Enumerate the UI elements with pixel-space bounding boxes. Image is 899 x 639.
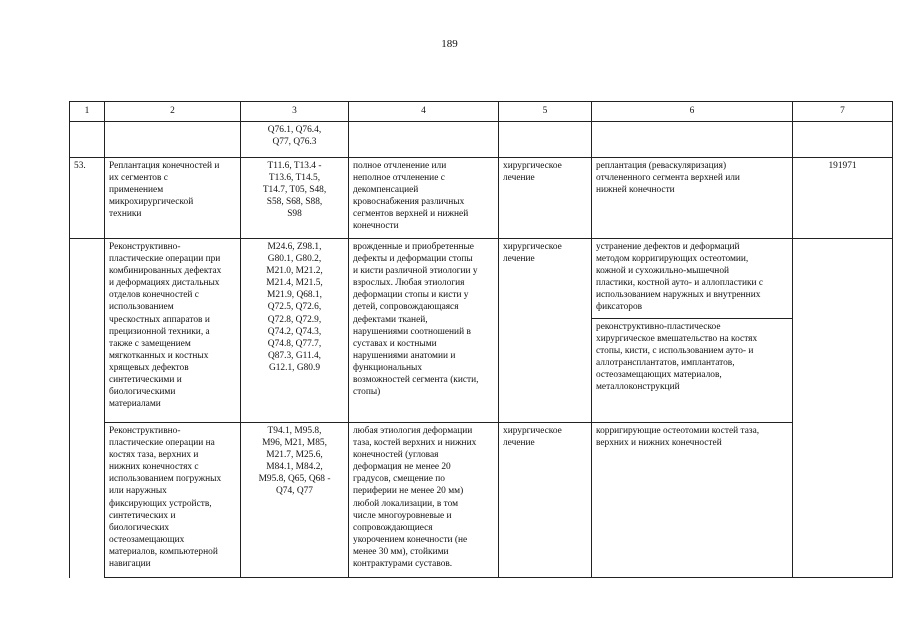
treatment-method-cell: корригирующие остеотомии костей таза, верхних и нижних конечностей: [592, 423, 793, 578]
header-cell: 7: [793, 102, 893, 122]
icd-codes-cell: Q76.1, Q76.4, Q77, Q76.3: [241, 122, 349, 158]
page-number: 189: [441, 38, 458, 50]
header-row: [70, 102, 893, 122]
icd-codes-cell: M24.6, Z98.1, G80.1, G80.2, M21.0, M21.2, M21.4, M21.5, M21.9, Q68.1, Q72.5, Q72.6, Q72.8, Q72.9, Q74.2, Q74.3, Q74.8, Q77.7, Q87.3, G11.4, G12.1, G80.9: [241, 239, 349, 423]
entry-number: 53.: [70, 158, 105, 239]
treatment-method-cell: реплантация (реваскуляризация) отчлененного сегмента верхней или нижней конечности: [592, 158, 793, 239]
continuation-row: [70, 122, 893, 158]
treatment-type-cell: хирургическое лечение: [499, 239, 592, 423]
icd-codes-cell: T11.6, T13.4 - T13.6, T14.5, T14.7, T05, S48, S58, S68, S88, S98: [241, 158, 349, 239]
cost-norm-cell: 191971: [793, 158, 893, 239]
treatment-method-cell: реконструктивно-пластическое хирургическое вмешательство на костях стопы, кисти, с использованием ауто- и аллотрансплантатов, имплантатов, остеозамещающих материалов, металлоконструкций: [592, 319, 793, 423]
header-cell: 5: [499, 102, 592, 122]
header-cell: 6: [592, 102, 793, 122]
procedure-name-cell: Реконструктивно- пластические операции при комбинированных дефектах и деформациях дистальных отделов конечностей с использованием чрескостных аппаратов и прецизионной техники, а также с замещением мягкотканных и костных хрящевых дефектов синтетическими и биологическими материалами: [105, 239, 241, 423]
header-cell: 4: [349, 102, 499, 122]
treatment-type-cell: хирургическое лечение: [499, 158, 592, 239]
table-row: [70, 423, 893, 578]
procedure-name-cell: Реконструктивно- пластические операции на костях таза, верхних и нижних конечностях с использованием погружных или наружных фиксирующих устройств, синтетических и биологических остеозамещающих материалов, компьютерной навигации: [105, 423, 241, 578]
icd-codes-cell: T94.1, M95.8, M96, M21, M85, M21.7, M25.6, M84.1, M84.2, M95.8, Q65, Q68 - Q74, Q77: [241, 423, 349, 578]
procedures-table: [69, 101, 893, 578]
table-row: [70, 239, 893, 319]
patient-model-cell: полное отчленение или неполное отчленение с декомпенсацией кровоснабжения различных сегментов верхней и нижней конечности: [349, 158, 499, 239]
header-cell: 3: [241, 102, 349, 122]
treatment-method-cell: устранение дефектов и деформаций методом корригирующих остеотомии, кожной и сухожильно-мышечной пластики, костной ауто- и аллопластики с использованием наружных и внутренних фиксаторов: [592, 239, 793, 319]
header-cell: 2: [105, 102, 241, 122]
header-cell: 1: [70, 102, 105, 122]
procedure-name-cell: Реплантация конечностей и их сегментов с применением микрохирургической техники: [105, 158, 241, 239]
table-row: [70, 158, 893, 239]
patient-model-cell: врожденные и приобретенные дефекты и деформации стопы и кисти различной этиологии у взрослых. Любая этиология деформации стопы и кисти у детей, сопровождающаяся дефектами тканей, нарушениями соотношений в суставах и костными нарушениями анатомии и функциональных возможностей сегмента (кисти, стопы): [349, 239, 499, 423]
treatment-type-cell: хирургическое лечение: [499, 423, 592, 578]
patient-model-cell: любая этиология деформации таза, костей верхних и нижних конечностей (угловая деформация не менее 20 градусов, смещение по периферии не менее 20 мм) любой локализации, в том числе многоуровневые и сопровождающиеся укорочением конечности (не менее 30 мм), стойкими контрактурами суставов.: [349, 423, 499, 578]
